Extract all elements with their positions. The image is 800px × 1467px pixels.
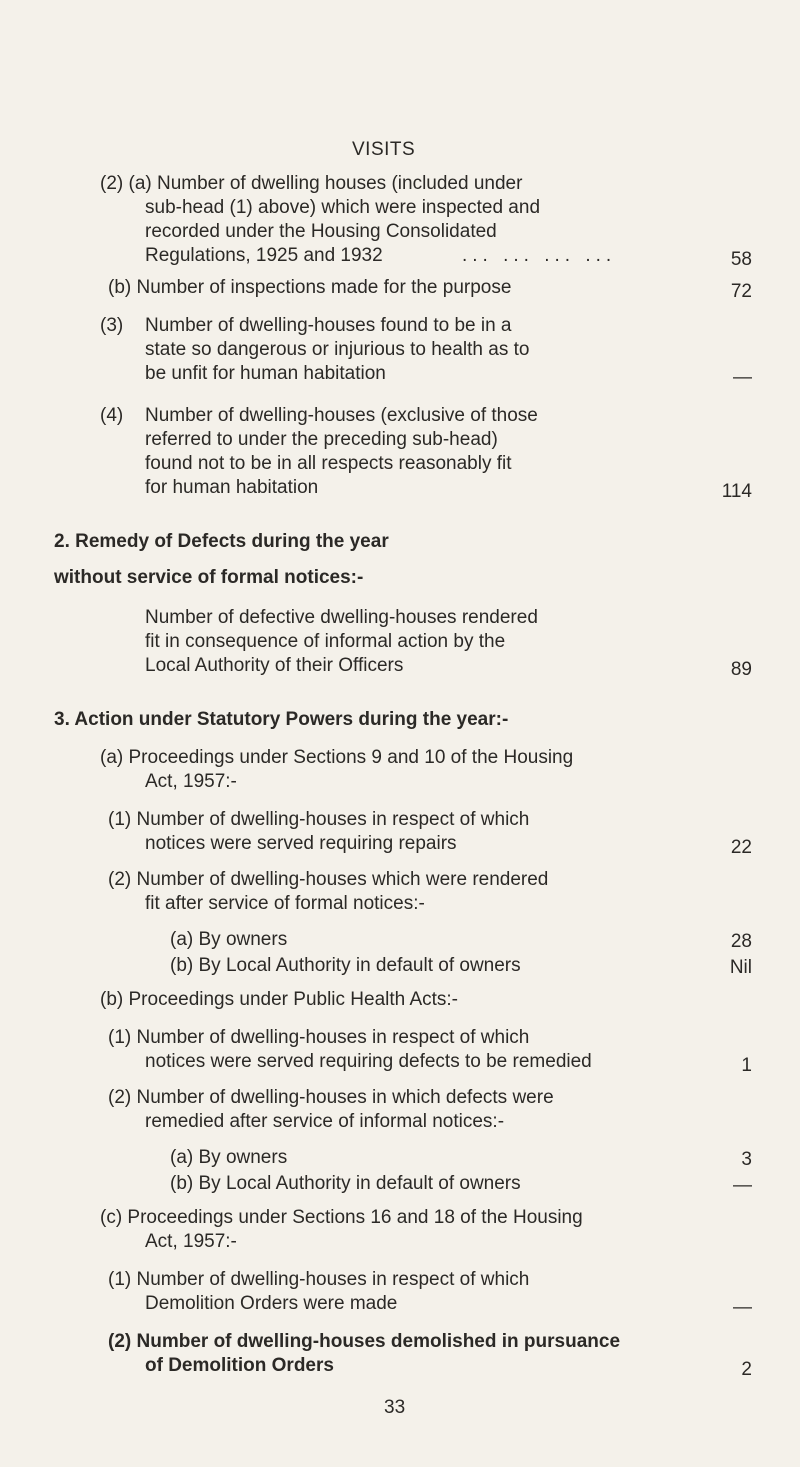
action-b-line: (b) Proceedings under Public Health Acts:- [100, 989, 459, 1010]
action-a2-line-1: (2) Number of dwelling-houses which were rendered [108, 869, 549, 890]
page-number: 33 [384, 1397, 406, 1418]
action-c-line-1: (c) Proceedings under Sections 16 and 18 of the Housing [100, 1207, 583, 1228]
action-c2-value: 2 [741, 1359, 752, 1380]
action-heading: 3. Action under Statutory Powers during the year:- [54, 709, 509, 730]
action-b2-line-2: remedied after service of informal notices:- [145, 1111, 505, 1132]
remedy-line-2: fit in consequence of informal action by the [145, 631, 506, 652]
action-c2-line-1: (2) Number of dwelling-houses demolished in pursuance [108, 1331, 621, 1352]
item-4-line-1: Number of dwelling-houses (exclusive of those [145, 405, 538, 426]
item-2b-line: (b) Number of inspections made for the purpose [108, 277, 512, 298]
action-b2-owners-value: 3 [741, 1149, 752, 1170]
item-4-line-3: found not to be in all respects reasonably fit [145, 453, 512, 474]
remedy-line-1: Number of defective dwelling-houses rendered [145, 607, 538, 628]
action-c1-value: — [733, 1297, 752, 1318]
item-2a-line-1: (2) (a) Number of dwelling houses (included under [100, 173, 523, 194]
item-3-line-2: state so dangerous or injurious to health as to [145, 339, 530, 360]
action-c1-line-2: Demolition Orders were made [145, 1293, 398, 1314]
action-c2-line-2: of Demolition Orders [145, 1355, 334, 1376]
action-b1-line-2: notices were served requiring defects to be remedied [145, 1051, 592, 1072]
action-b2-la: (b) By Local Authority in default of owners [170, 1173, 521, 1194]
action-c1-line-1: (1) Number of dwelling-houses in respect of which [108, 1269, 530, 1290]
action-a1-line-1: (1) Number of dwelling-houses in respect of which [108, 809, 530, 830]
action-a2-line-2: fit after service of formal notices:- [145, 893, 425, 914]
item-4-value: 114 [721, 481, 752, 502]
page-heading: VISITS [352, 139, 416, 160]
item-3-line-1: Number of dwelling-houses found to be in a [145, 315, 512, 336]
item-2a-line-2: sub-head (1) above) which were inspected and [145, 197, 541, 218]
action-b2-owners: (a) By owners [170, 1147, 288, 1168]
item-4-line-2: referred to under the preceding sub-head) [145, 429, 498, 450]
action-c-line-2: Act, 1957:- [145, 1231, 237, 1252]
action-a2-la: (b) By Local Authority in default of owners [170, 955, 521, 976]
remedy-line-3: Local Authority of their Officers [145, 655, 404, 676]
item-2a-line-4: Regulations, 1925 and 1932 [145, 245, 383, 266]
item-2a-value: 58 [730, 249, 752, 270]
action-a2-owners-value: 28 [730, 931, 752, 952]
action-b2-line-1: (2) Number of dwelling-houses in which defects were [108, 1087, 554, 1108]
remedy-value: 89 [730, 659, 752, 680]
item-4-label: (4) [100, 405, 124, 426]
item-3-label: (3) [100, 315, 124, 336]
remedy-heading-line-2: without service of formal notices:- [54, 567, 364, 588]
action-b2-la-value: — [733, 1175, 752, 1196]
action-a1-value: 22 [730, 837, 752, 858]
action-b1-value: 1 [741, 1055, 752, 1076]
action-a2-la-value: Nil [729, 957, 752, 978]
item-3-line-3: be unfit for human habitation [145, 363, 386, 384]
remedy-heading-line-1: 2. Remedy of Defects during the year [54, 531, 389, 552]
item-2b-value: 72 [730, 281, 752, 302]
action-a-line-2: Act, 1957:- [145, 771, 237, 792]
action-b1-line-1: (1) Number of dwelling-houses in respect of which [108, 1027, 530, 1048]
item-3-value: — [733, 367, 752, 388]
item-2a-line-3: recorded under the Housing Consolidated [145, 221, 497, 242]
dot-leader: ... ... ... ... [462, 245, 617, 266]
action-a2-owners: (a) By owners [170, 929, 288, 950]
item-4-line-4: for human habitation [145, 477, 319, 498]
action-a1-line-2: notices were served requiring repairs [145, 833, 457, 854]
action-a-line-1: (a) Proceedings under Sections 9 and 10 of the Housing [100, 747, 574, 768]
